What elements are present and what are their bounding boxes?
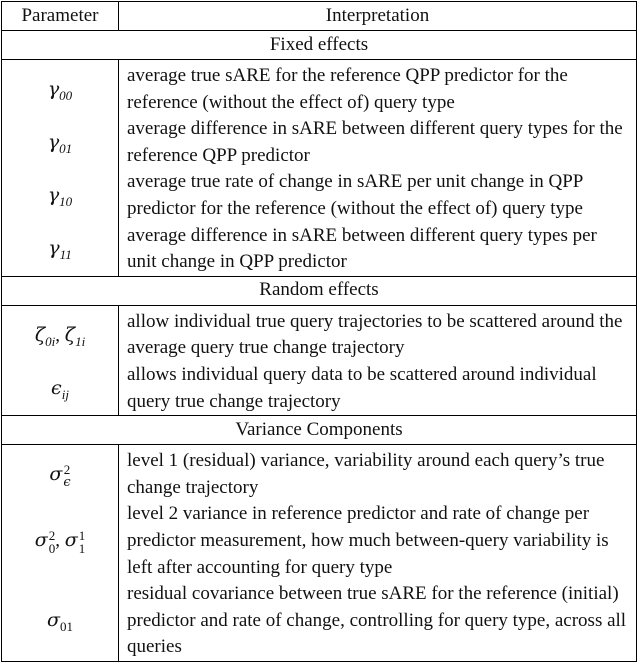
table-row [2, 169, 637, 222]
interpretation-cell: level 2 variance in reference predictor and rate of change per predictor measurement, how much between-query variability is left after accounting for query type [119, 501, 637, 581]
parameter-table [1, 1, 637, 662]
section-fixed-effects [2, 31, 637, 60]
interpretation-cell: average difference in sARE between different query types for the reference QPP predictor [119, 116, 637, 169]
table-row [2, 116, 637, 169]
table-row [2, 445, 637, 502]
table-row [2, 581, 637, 661]
section-title: Fixed effects [2, 31, 637, 60]
table-row [2, 362, 637, 416]
section-random-effects [2, 276, 637, 305]
table-row [2, 60, 637, 117]
header-interpretation: Interpretation [119, 2, 637, 31]
interpretation-cell: residual covariance between true sARE for the reference (initial) predictor and rate of change, controlling for query type, across all queries [119, 581, 637, 661]
table-row [2, 501, 637, 581]
table-row [2, 223, 637, 277]
param-cell: σ 2 ϵ [2, 445, 119, 502]
header-parameter: Parameter [2, 2, 119, 31]
interpretation-cell: allow individual true query trajectories to be scattered around the average query true change trajectory [119, 305, 637, 362]
table-header-row [2, 2, 637, 31]
section-title: Random effects [2, 276, 637, 305]
interpretation-cell: average true rate of change in sARE per unit change in QPP predictor for the reference (without the effect of) query type [119, 169, 637, 222]
param-cell: σ 2 0 , σ 1 1 [2, 501, 119, 581]
section-title: Variance Components [2, 416, 637, 445]
interpretation-cell: level 1 (residual) variance, variability around each query’s true change trajectory [119, 445, 637, 502]
interpretation-cell: average difference in sARE between different query types per unit change in QPP predictor [119, 223, 637, 277]
param-cell: $\gamma_{01}$ [2, 116, 119, 169]
table-row [2, 305, 637, 362]
interpretation-cell: average true sARE for the reference QPP predictor for the reference (without the effect of) query type [119, 60, 637, 117]
param-cell: $\gamma_{00}$ [2, 60, 119, 117]
param-cell: $\gamma_{11}$ [2, 223, 119, 277]
interpretation-cell: allows individual query data to be scattered around individual query true change trajectory [119, 362, 637, 416]
param-cell: $\epsilon_{ij}$ [2, 362, 119, 416]
param-cell: $\sigma_{01}$ [2, 581, 119, 661]
param-cell: $\zeta_{0i}$, $\zeta_{1i}$ [2, 305, 119, 362]
param-cell: $\gamma_{10}$ [2, 169, 119, 222]
section-variance-components [2, 416, 637, 445]
